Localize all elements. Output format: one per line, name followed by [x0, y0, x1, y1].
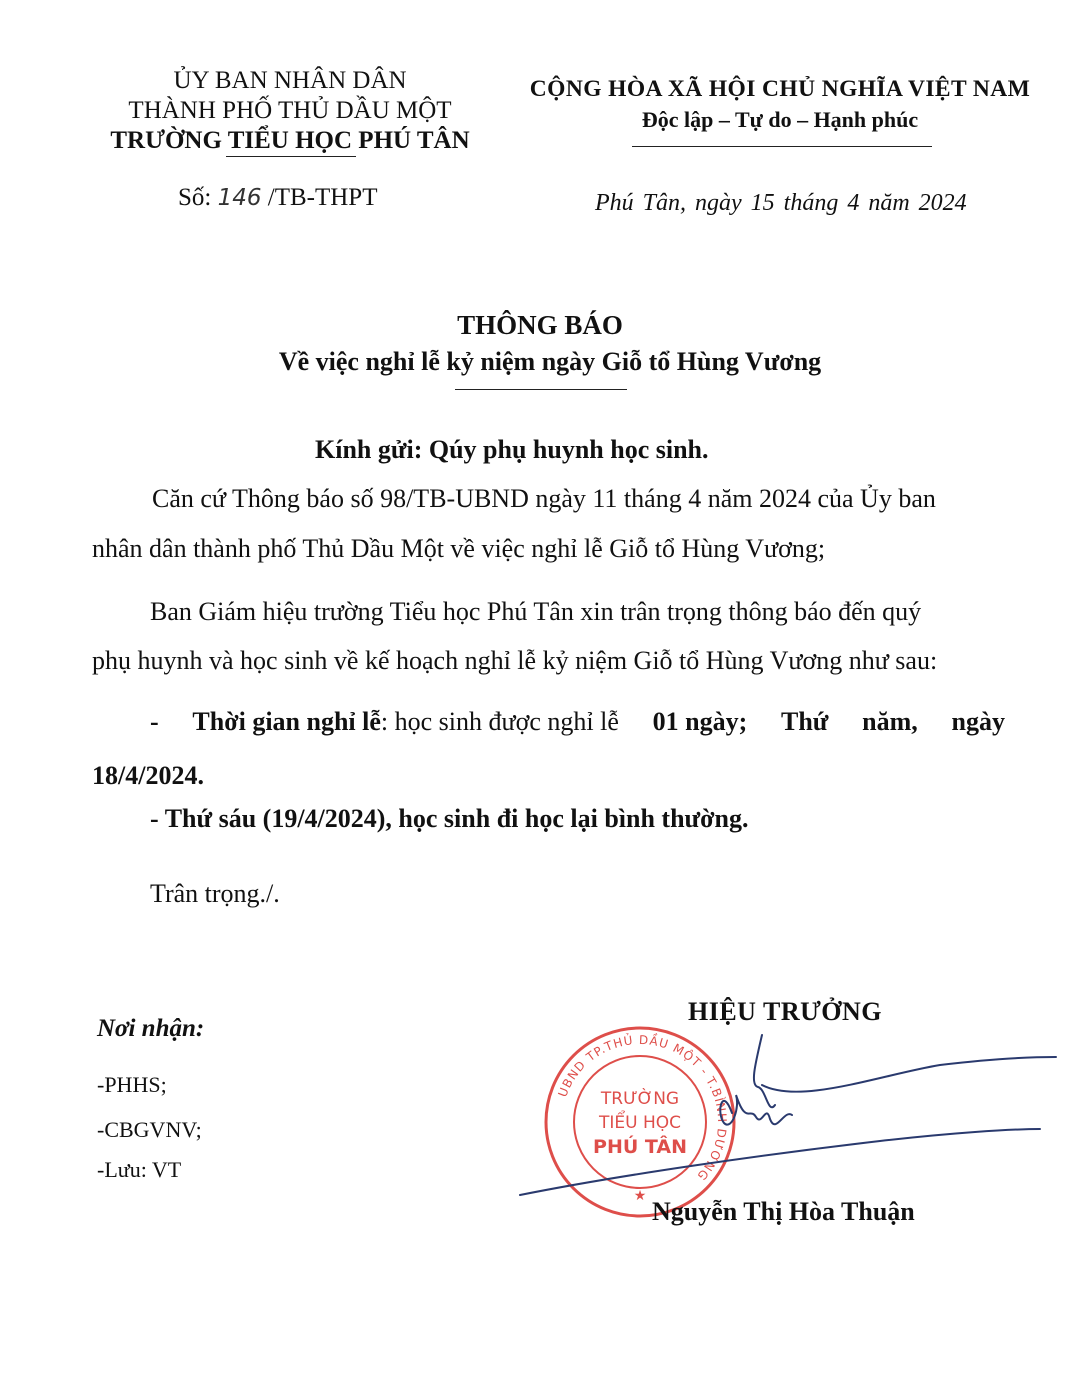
signature-stroke	[762, 1057, 1056, 1092]
paragraph-2-line-2: phụ huynh và học sinh về kế hoạch nghỉ lễ kỷ niệm Giỗ tổ Hùng Vương như sau:	[92, 646, 938, 675]
issuing-authority-header	[95, 66, 485, 156]
national-motto: Độc lập – Tự do – Hạnh phúc	[641, 107, 919, 132]
document-number: Số: 146 /TB-THPT	[178, 184, 378, 211]
stamp-star: ★	[633, 1188, 647, 1204]
signer-title: HIỆU TRƯỞNG	[688, 997, 883, 1026]
header-right-underline	[632, 146, 932, 147]
paragraph-1-line-1: Căn cứ Thông báo số 98/TB-UBND ngày 11 tháng 4 năm 2024 của Ủy ban	[152, 484, 936, 513]
handwritten-signature	[500, 1025, 1060, 1215]
holiday-item-line-1: - Thời gian nghỉ lễ: học sinh được nghỉ lễ 01 ngày; Thứ năm, ngày	[150, 707, 1005, 736]
recipient-item: -CBGVNV;	[97, 1117, 202, 1142]
school-name: TRƯỜNG TIỂU HỌC PHÚ TÂN	[110, 127, 470, 154]
return-to-school-item: - Thứ sáu (19/4/2024), học sinh đi học lại bình thường.	[150, 804, 749, 833]
paragraph-2-line-1: Ban Giám hiệu trường Tiểu học Phú Tân xin trân trọng thông báo đến quý	[150, 597, 922, 626]
stamp-line-3: PHÚ TÂN	[593, 1136, 687, 1158]
national-motto-header	[515, 76, 1045, 133]
title-underline	[455, 389, 627, 390]
recipient-item: -PHHS;	[97, 1072, 167, 1097]
handwritten-number: 146	[217, 185, 262, 211]
signature-stroke	[520, 1129, 1040, 1195]
salutation: Kính gửi: Qúy phụ huynh học sinh.	[315, 435, 709, 464]
holiday-item-line-2: 18/4/2024.	[92, 761, 204, 790]
authority-line-1: ỦY BAN NHÂN DÂN	[173, 67, 407, 94]
stamp-ring-text: UBND TP.THỦ DẦU MỘT - T.BÌNH DƯƠNG	[555, 1032, 730, 1184]
recipients-heading: Nơi nhận:	[97, 1015, 205, 1042]
closing-phrase: Trân trọng./.	[150, 879, 280, 908]
recipient-item: -Lưu: VT	[97, 1157, 182, 1182]
holiday-label: Thời gian nghỉ lễ	[192, 707, 381, 736]
country-name: CỘNG HÒA XÃ HỘI CHỦ NGHĨA VIỆT NAM	[529, 76, 1031, 102]
signature-stroke	[720, 1095, 792, 1125]
stamp-line-2: TIỂU HỌC	[598, 1113, 682, 1133]
stamp-line-1: TRƯỜNG	[600, 1089, 680, 1109]
notice-title: THÔNG BÁO	[457, 310, 623, 340]
authority-line-2: THÀNH PHỐ THỦ DẦU MỘT	[128, 97, 452, 124]
signature-stroke	[754, 1035, 775, 1107]
header-left-underline	[226, 156, 356, 157]
paragraph-1-line-2: nhân dân thành phố Thủ Dầu Một về việc nghỉ lễ Giỗ tổ Hùng Vương;	[92, 534, 826, 563]
date-line: Phú Tân, ngày 15 tháng 4 năm 2024	[595, 190, 967, 216]
signer-name: Nguyễn Thị Hòa Thuận	[652, 1197, 915, 1226]
notice-subtitle: Về việc nghỉ lễ kỷ niệm ngày Giỗ tổ Hùng Vương	[278, 347, 822, 376]
